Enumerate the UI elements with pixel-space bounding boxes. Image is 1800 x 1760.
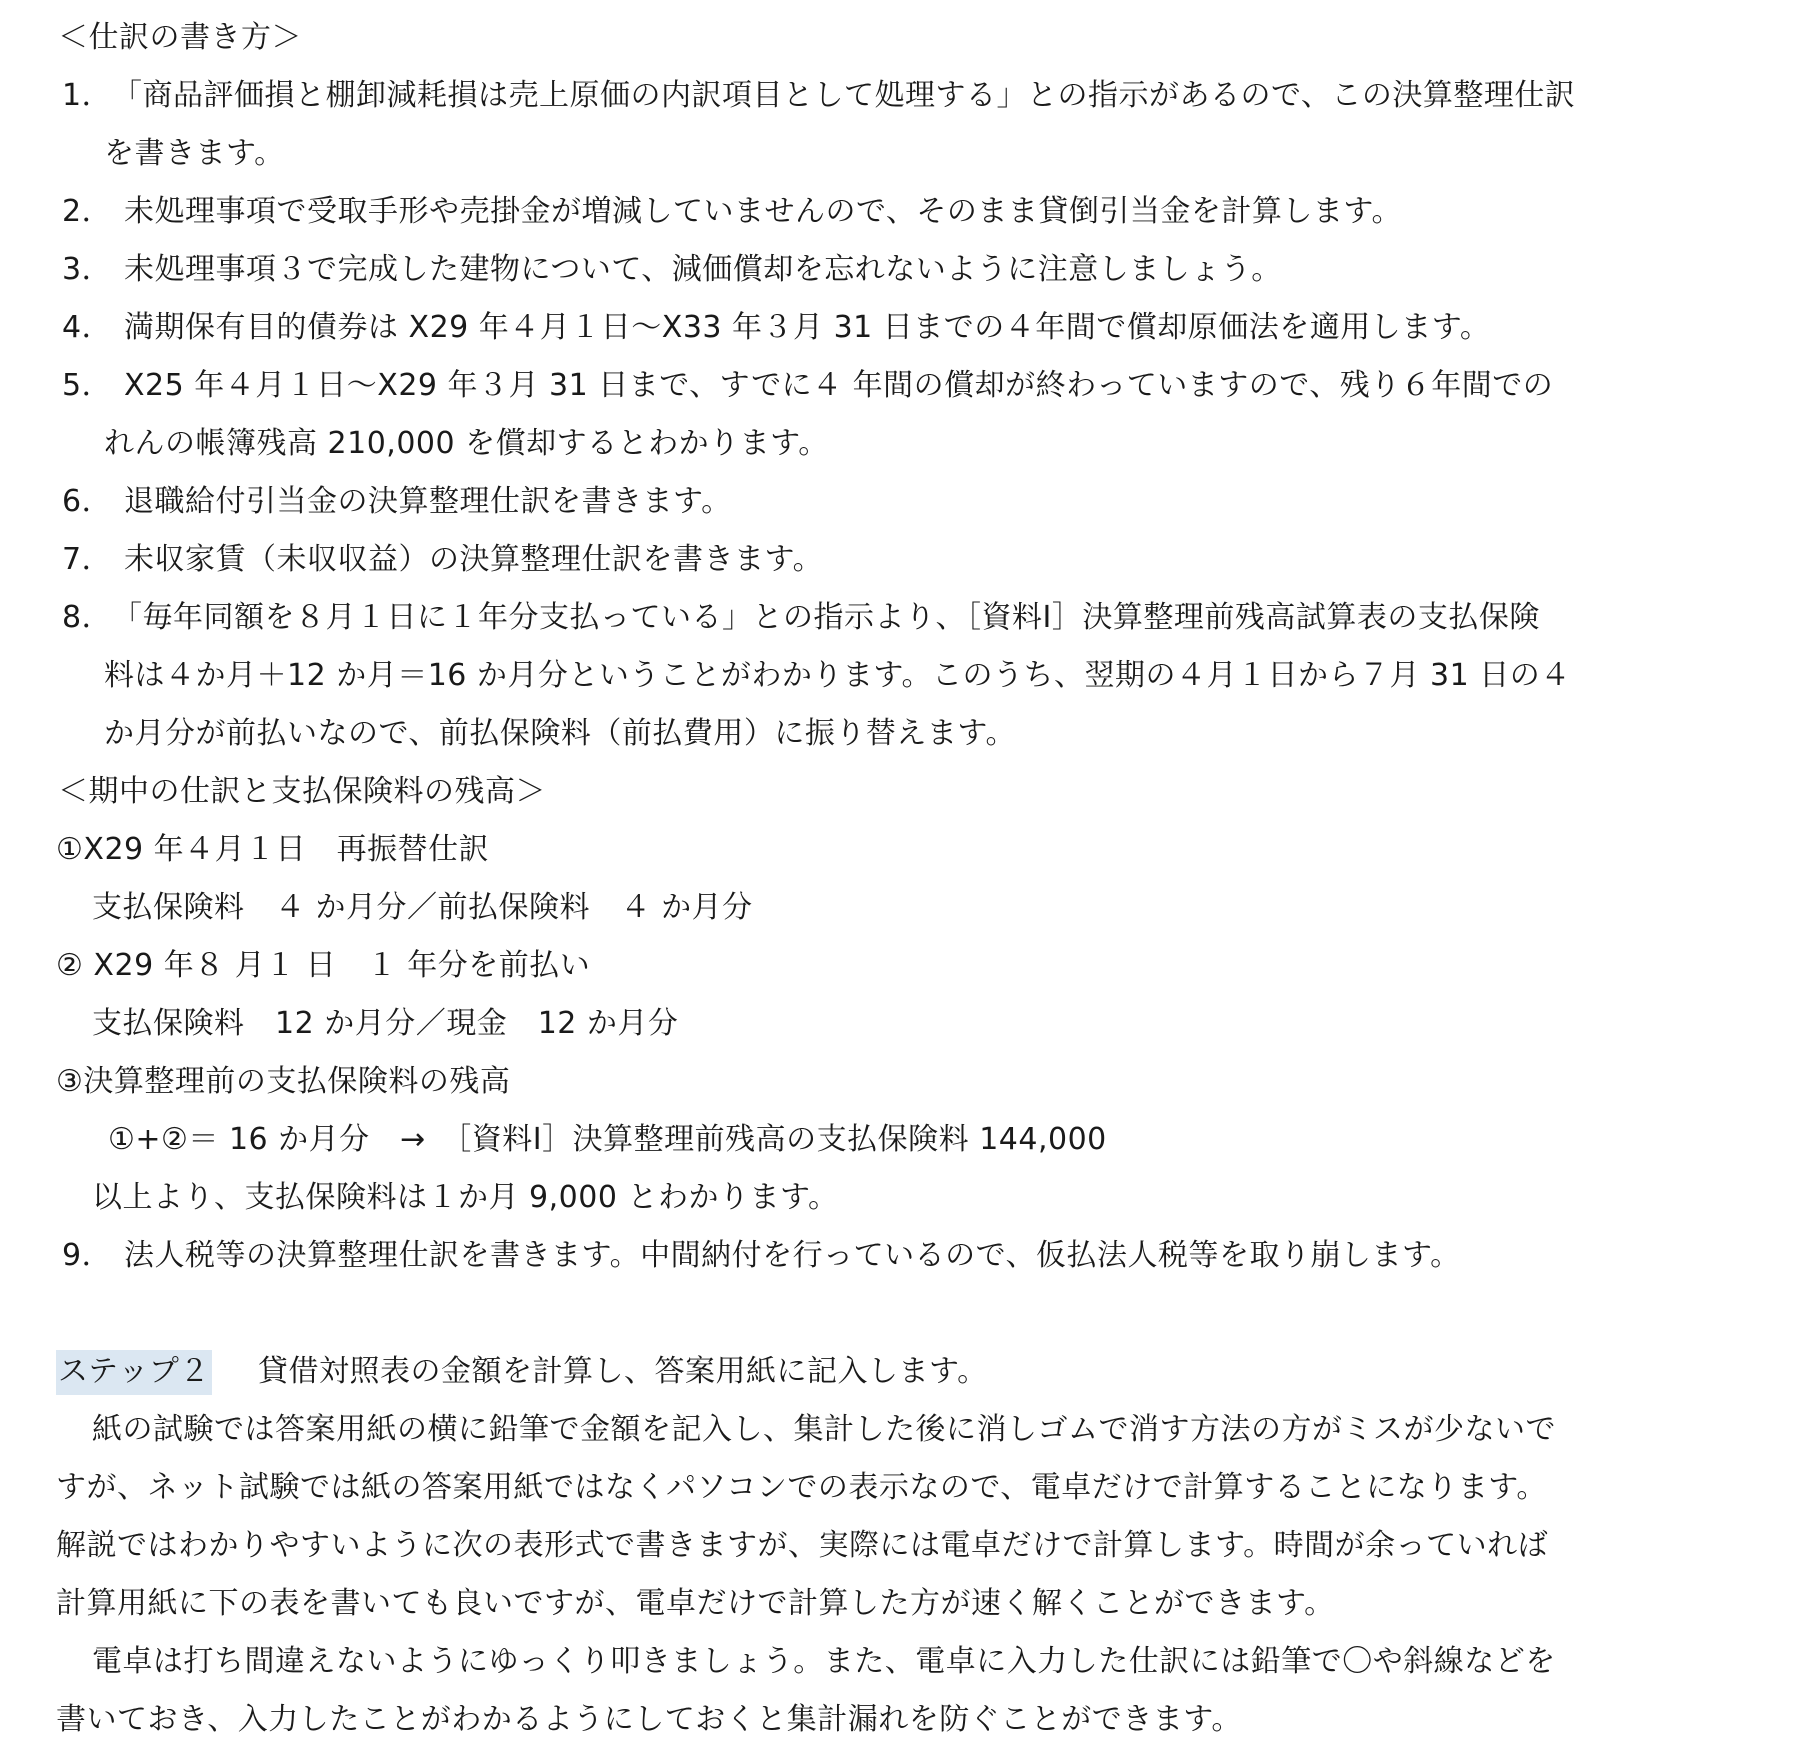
entry-1-journal: 支払保険料 ４ か月分／前払保険料 ４ か月分: [92, 890, 753, 925]
entry-2-journal: 支払保険料 12 か月分／現金 12 か月分: [92, 1006, 679, 1041]
item-5-text-line1: X25 年４月１日～X29 年３月 31 日まで、すでに４ 年間の償却が終わっていますので、残り６年間での: [124, 368, 1554, 403]
step2-label-highlight: ステップ２: [56, 1350, 212, 1395]
step2-paragraph-2-line1: 電卓は打ち間違えないようにゆっくり叩きましょう。また、電卓に入力した仕訳には鉛筆で〇や斜線などを: [92, 1644, 1556, 1679]
item-5-text-line2: れんの帳簿残高 210,000 を償却するとわかります。: [104, 426, 829, 461]
entry-3-result: 以上より、支払保険料は１か月 9,000 とわかります。: [92, 1180, 839, 1215]
item-4-text: 満期保有目的債券は X29 年４月１日～X33 年３月 31 日までの４年間で償却原価法を適用します。: [124, 310, 1491, 345]
item-7-text: 未収家賃（未収収益）の決算整理仕訳を書きます。: [124, 542, 824, 577]
step2-paragraph-1-line1: 紙の試験では答案用紙の横に鉛筆で金額を記入し、集計した後に消しゴムで消す方法の方がミスが少ないで: [92, 1412, 1556, 1447]
item-8-number: 8．: [62, 600, 113, 635]
section-heading-journal: ＜仕訳の書き方＞: [58, 20, 302, 55]
step2-title: 貸借対照表の金額を計算し、答案用紙に記入します。: [258, 1354, 988, 1389]
item-8-text-line1: 「毎年同額を８月１日に１年分支払っている」との指示より、［資料Ⅰ］決算整理前残高試算表の支払保険: [112, 600, 1540, 635]
item-7-number: 7．: [62, 542, 113, 577]
item-8-text-line3: か月分が前払いなので、前払保険料（前払費用）に振り替えます。: [104, 716, 1016, 751]
item-6-text: 退職給付引当金の決算整理仕訳を書きます。: [124, 484, 732, 519]
step2-paragraph-1-line2: すが、ネット試験では紙の答案用紙ではなくパソコンでの表示なので、電卓だけで計算することになります。: [56, 1470, 1547, 1505]
step2-label: [56, 1354, 212, 1390]
step2-paragraph-1-line3: 解説ではわかりやすいように次の表形式で書きますが、実際には電卓だけで計算します。時間が余っていれば: [56, 1528, 1549, 1563]
entry-3-title: ③決算整理前の支払保険料の残高: [56, 1064, 511, 1099]
item-3-number: 3．: [62, 252, 113, 287]
item-3-text: 未処理事項３で完成した建物について、減価償却を忘れないように注意しましょう。: [124, 252, 1282, 287]
item-1-text-line2: を書きます。: [104, 136, 285, 171]
step2-paragraph-2-line2: 書いておき、入力したことがわかるようにしておくと集計漏れを防ぐことができます。: [56, 1702, 1242, 1737]
item-5-number: 5．: [62, 368, 113, 403]
entry-1-title: ①X29 年４月１日 再振替仕訳: [56, 832, 490, 867]
item-1-text-line1: 「商品評価損と棚卸減耗損は売上原価の内訳項目として処理する」との指示があるので、この決算整理仕訳: [112, 78, 1576, 113]
subsection-heading: ＜期中の仕訳と支払保険料の残高＞: [58, 774, 546, 809]
item-9-text: 法人税等の決算整理仕訳を書きます。中間納付を行っているので、仮払法人税等を取り崩します。: [124, 1238, 1461, 1273]
item-1-number: 1．: [62, 78, 113, 113]
entry-3-calculation: ①+②＝ 16 か月分 → ［資料Ⅰ］決算整理前残高の支払保険料 144,000: [108, 1122, 1107, 1157]
item-6-number: 6．: [62, 484, 113, 519]
item-4-number: 4．: [62, 310, 113, 345]
entry-2-title: ② X29 年８ 月１ 日 １ 年分を前払い: [56, 948, 591, 983]
item-8-text-line2: 料は４か月＋12 か月＝16 か月分ということがわかります。このうち、翌期の４月１日から７月 31 日の４: [104, 658, 1571, 693]
item-2-text: 未処理事項で受取手形や売掛金が増減していませんので、そのまま貸倒引当金を計算します。: [124, 194, 1402, 229]
step2-paragraph-1-line4: 計算用紙に下の表を書いても良いですが、電卓だけで計算した方が速く解くことができます。: [56, 1586, 1335, 1621]
item-9-number: 9．: [62, 1238, 113, 1273]
item-2-number: 2．: [62, 194, 113, 229]
